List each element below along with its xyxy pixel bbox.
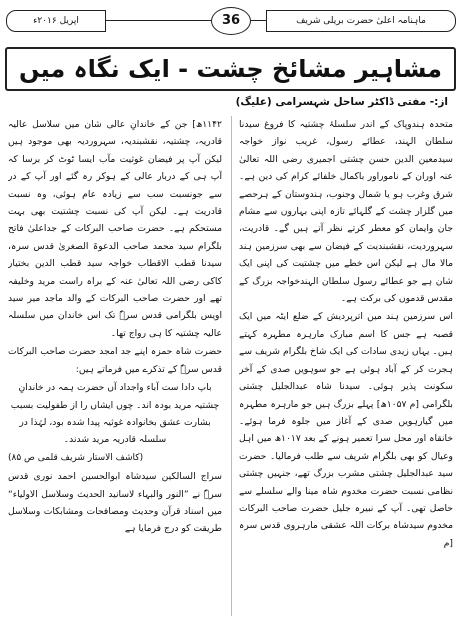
issue-date: اپریل ۲۰۱۶ء bbox=[6, 10, 106, 32]
paragraph: اس سرزمین ہند میں اترپردیش کے ضلع ایٹہ میں ایک قصبہ ہے جس کا اسم مبارک مارہرہ مطہرہ کہتے ہیں۔ یہاں زیدی سادات کی ایک شاخ بلگرام شریف سے ہجرت کر کے آباد ہوئی ہے جو سوہویں صدی کے آخر سکونت پذیر ہوئی۔ سیدنا شاہ عبدالجلیل چشتی بلگرامی [م ۱۰۵۷ھ] پہلے بزرگ ہیں جو مارہرہ مطہرہ میں گیارہویں صدی کے آغاز میں جلوہ فرما ہوئے۔ خانقاہ اور محل سرا تعمیر ہونے کے بعد ۱۰۱۷ھ میں اہل وعیال کو بھی بلگرام شریف سے طلب فرمالیا۔ حضرت سید عبدالجلیل چشتی مشرب بزرگ تھے، جنہیں چشتی نظامی نسبت حضرت مخدوم شاہ مینا والے سلسلے سے حاصل تھی۔ آپ کے نبیرہ جلیل حضرت صاحب البرکات مخدوم سیدشاہ برکات اللہ عشقی مارہروی قدس سرہ [م bbox=[239, 311, 453, 549]
header-rule-left bbox=[106, 20, 211, 21]
page-number: 36 bbox=[211, 7, 251, 35]
paragraph: حضرت شاہ حمزہ اپنے جد امجد حضرت صاحب البرکات قدس سرہٗ کے تذکرے میں فرماتے ہیں: bbox=[8, 346, 222, 375]
magazine-name: ماہنامہ اعلیٰ حضرت بریلی شریف bbox=[266, 10, 456, 32]
citation: (کاشف الاستار شریف قلمی ص ۸۵) bbox=[8, 452, 144, 463]
persian-quote: باپ دادا ست آباء واجداد آں حضرت ہمہ در خاندانِ چشتیہ مرید بودہ اند۔ چوں ایشاں را از طفولیت بسبب بشارت عشق بخانوادہ غوثیہ پیدا شدہ بود، لہٰذا در سلسلہ قادریہ مرید شدند۔ bbox=[10, 382, 220, 446]
left-column bbox=[8, 116, 222, 623]
paragraph: ۱۱۴۲ھ] جن کے خاندانِ عالی شان میں سلاسل عالیہ قادریہ، چشتیہ، نقشبندیہ، سہروردیہ بھی موجود ہیں لیکن آپ پر فیضان غوثیت مآب ایسا ٹوٹ کر برسا کہ آپ ہی کے دربار عالی کے ہوکر رہ گئے اور آپ کے در سے جونسبت سب سے زیادہ عام ہوئی، وہ نسبت قادریت ہے۔ لیکن آپ کی نسبت چشتیت بھی بہت مستحکم ہے۔ حضرت صاحب البرکات کے جداعلیٰ فاتح بلگرام سید محمد صاحب الدعوۃ الصغریٰ قدس سرہ، سیدنا قطب الاقطاب خواجہ سید قطب الدین بختیار کاکی رضی اللہ تعالیٰ عنہ کے براہ راست مرید وخلیفہ تھے اور حضرت صاحب البرکات کے والد ماجد میر سید اویس بلگرامی قدس سرہٗ تک اس خاندان میں سلسلہ عالیہ چشتیہ کا ہی رواج تھا۔ bbox=[8, 119, 222, 339]
article-title: مشاہیر مشائخ چشت - ایک نگاہ میں bbox=[5, 47, 456, 91]
article-author: از:- مفتی ڈاکٹر ساحل شہسرامی (علیگ) bbox=[235, 96, 448, 108]
paragraph: متحدہ ہندوپاک کے اندر سلسلۂ چشتیہ کا فروغ سیدنا سلطان الہند، عطائے رسول، غریب نواز خواجہ سیدمعین الدین حسن چشتی اجمیری رضی اللہ تعالیٰ عنہ اوران کے ناموراور باکمال خلفائے کرام کی دین ہے۔ شرق وغرب ہو یا شمال وجنوب، ہندوستان کے ہرحصے میں گلزار چشت کے گلہائے تازہ اپنی بہاروں سے مشام جان وایمان کو معطر کرتے نظر آتے ہیں گے۔ قادریت، سہروردیت، نقشبندیت کے فیضان سے بھی سرزمین ہند مالا مال ہے لیکن اس خطے میں چشتیت کی اپنی ایک شان ہے جو عطائے رسول سلطان الہندخواجہ بزرگ کے مقدس قدموں کی برکت ہے۔ bbox=[239, 119, 453, 305]
column-divider bbox=[231, 116, 232, 616]
right-column bbox=[239, 116, 453, 623]
header-rule-right bbox=[251, 20, 266, 21]
page-header bbox=[6, 4, 456, 38]
paragraph: سراج السالکین سیدشاہ ابوالحسین احمد نوری قدس سرہٗ نے ”النور والبہاء لاسانید الحدیث وسلاسل الاولیاء“ میں اسناد قرآن وحدیث ومصافحات ومشابکات وسلاسل طریقت کو درج فرمایا ہے bbox=[8, 471, 222, 535]
